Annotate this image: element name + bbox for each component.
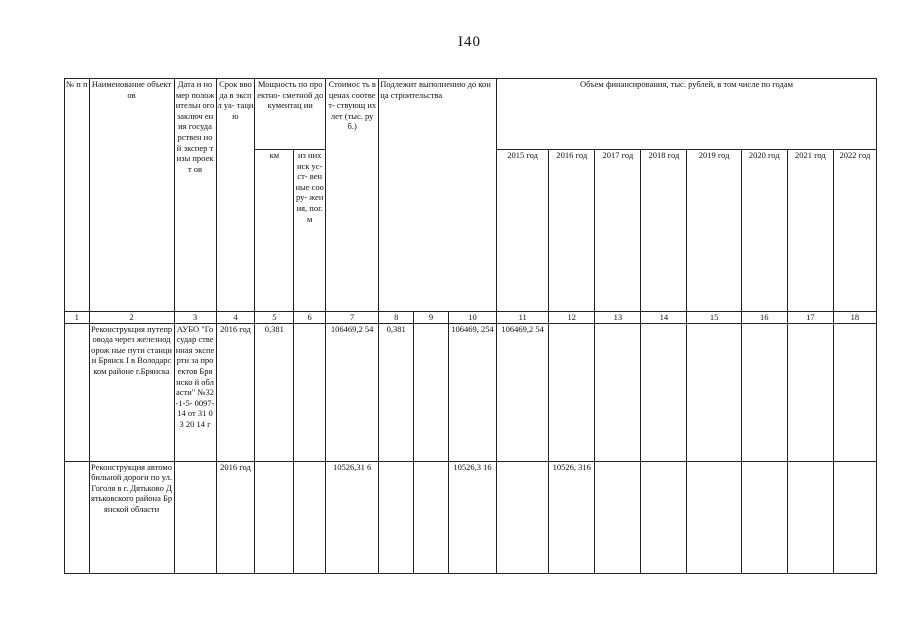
column-number: 15 xyxy=(687,312,741,324)
financing-2018 xyxy=(641,461,687,573)
table-row xyxy=(65,461,877,573)
column-number: 10 xyxy=(448,312,496,324)
column-number: 18 xyxy=(833,312,876,324)
column-number: 3 xyxy=(174,312,216,324)
financing-2016: 10526, 316 xyxy=(549,461,595,573)
financing-2015 xyxy=(497,461,549,573)
column-number: 8 xyxy=(379,312,414,324)
financing-2015: 106469,2 54 xyxy=(497,323,549,461)
column-number: 13 xyxy=(595,312,641,324)
capacity-km: 0,381 xyxy=(255,323,294,461)
remaining-km xyxy=(379,461,414,573)
page-number: I40 xyxy=(458,34,481,50)
financing-2018 xyxy=(641,323,687,461)
capacity-km xyxy=(255,461,294,573)
column-number: 5 xyxy=(255,312,294,324)
row-number xyxy=(65,323,90,461)
capacity-structures xyxy=(294,461,326,573)
column-number: 4 xyxy=(216,312,255,324)
header-capacity-km: км xyxy=(255,150,294,312)
column-number: 7 xyxy=(326,312,379,324)
header-year-2022: 2022 год xyxy=(833,150,876,312)
column-number: 11 xyxy=(497,312,549,324)
remaining-structures xyxy=(414,461,449,573)
financing-2021 xyxy=(787,323,833,461)
object-name: Реконструкция автомобильной дороги по ул. Гоголя в г. Дятьково Дятьковского района Брянской области xyxy=(89,461,174,573)
header-cost: Стоимос ть в ценах соответ- ствующ их лет (тыс. руб.) xyxy=(326,79,379,312)
expertise-conclusion: АУБО "Государ ственная эксперти за проектов Брянско й области" №32-1-5- 0097-14 от 31 03 20 14 г xyxy=(174,323,216,461)
cost-value: 10526,31 6 xyxy=(326,461,379,573)
cost-value: 106469,2 54 xyxy=(326,323,379,461)
header-year-2020: 2020 год xyxy=(741,150,787,312)
capacity-structures xyxy=(294,323,326,461)
financing-2020 xyxy=(741,461,787,573)
remaining-cost: 106469, 254 xyxy=(448,323,496,461)
header-capacity-other: из них иск ус- ст- вен ные соо ру- жен ия, пог. м xyxy=(294,150,326,312)
header-capacity: Мощность по проектно- сметной документац ии xyxy=(255,79,326,150)
column-number: 16 xyxy=(741,312,787,324)
financing-2021 xyxy=(787,461,833,573)
remaining-cost: 10526,3 16 xyxy=(448,461,496,573)
commissioning-date: 2016 год xyxy=(216,323,255,461)
header-to-complete xyxy=(379,79,497,312)
header-year-2019: 2019 год xyxy=(687,150,741,312)
financing-2019 xyxy=(687,461,741,573)
financing-2017 xyxy=(595,461,641,573)
commissioning-date: 2016 год xyxy=(216,461,255,573)
financing-2022 xyxy=(833,461,876,573)
header-name: Наименование объектов xyxy=(89,79,174,312)
remaining-structures xyxy=(414,323,449,461)
financing-2017 xyxy=(595,323,641,461)
column-number: 9 xyxy=(414,312,449,324)
column-numbers-row xyxy=(65,312,877,324)
header-expertise: Дата и номер полож ительн ого заключ ения госуда рствен ной экспер тизы проект ов xyxy=(174,79,216,312)
header-financing: Объем финансирования, тыс. рублей, в том числе по годам xyxy=(497,79,877,150)
object-name: Реконструкция путепровода через железнодорож ные пути станции Брянск I в Володарском районе г.Брянска xyxy=(89,323,174,461)
financing-2016 xyxy=(549,323,595,461)
column-number: 17 xyxy=(787,312,833,324)
expertise-conclusion xyxy=(174,461,216,573)
header-commissioning: Срок ввода в экспл уа- таци ю xyxy=(216,79,255,312)
table-row xyxy=(65,323,877,461)
header-year-2016: 2016 год xyxy=(549,150,595,312)
header-year-2021: 2021 год xyxy=(787,150,833,312)
header-year-2015: 2015 год xyxy=(497,150,549,312)
financing-2022 xyxy=(833,323,876,461)
header-row-1 xyxy=(65,79,877,150)
column-number: 12 xyxy=(549,312,595,324)
investment-table xyxy=(64,78,877,574)
column-number: 2 xyxy=(89,312,174,324)
row-number xyxy=(65,461,90,573)
column-number: 1 xyxy=(65,312,90,324)
financing-2019 xyxy=(687,323,741,461)
header-number: № п п xyxy=(65,79,90,312)
column-number: 14 xyxy=(641,312,687,324)
header-year-2018: 2018 год xyxy=(641,150,687,312)
column-number: 6 xyxy=(294,312,326,324)
remaining-km: 0,381 xyxy=(379,323,414,461)
financing-2020 xyxy=(741,323,787,461)
header-to-complete-label: Подлежит выполнению до конца строительства xyxy=(380,79,491,100)
header-year-2017: 2017 год xyxy=(595,150,641,312)
